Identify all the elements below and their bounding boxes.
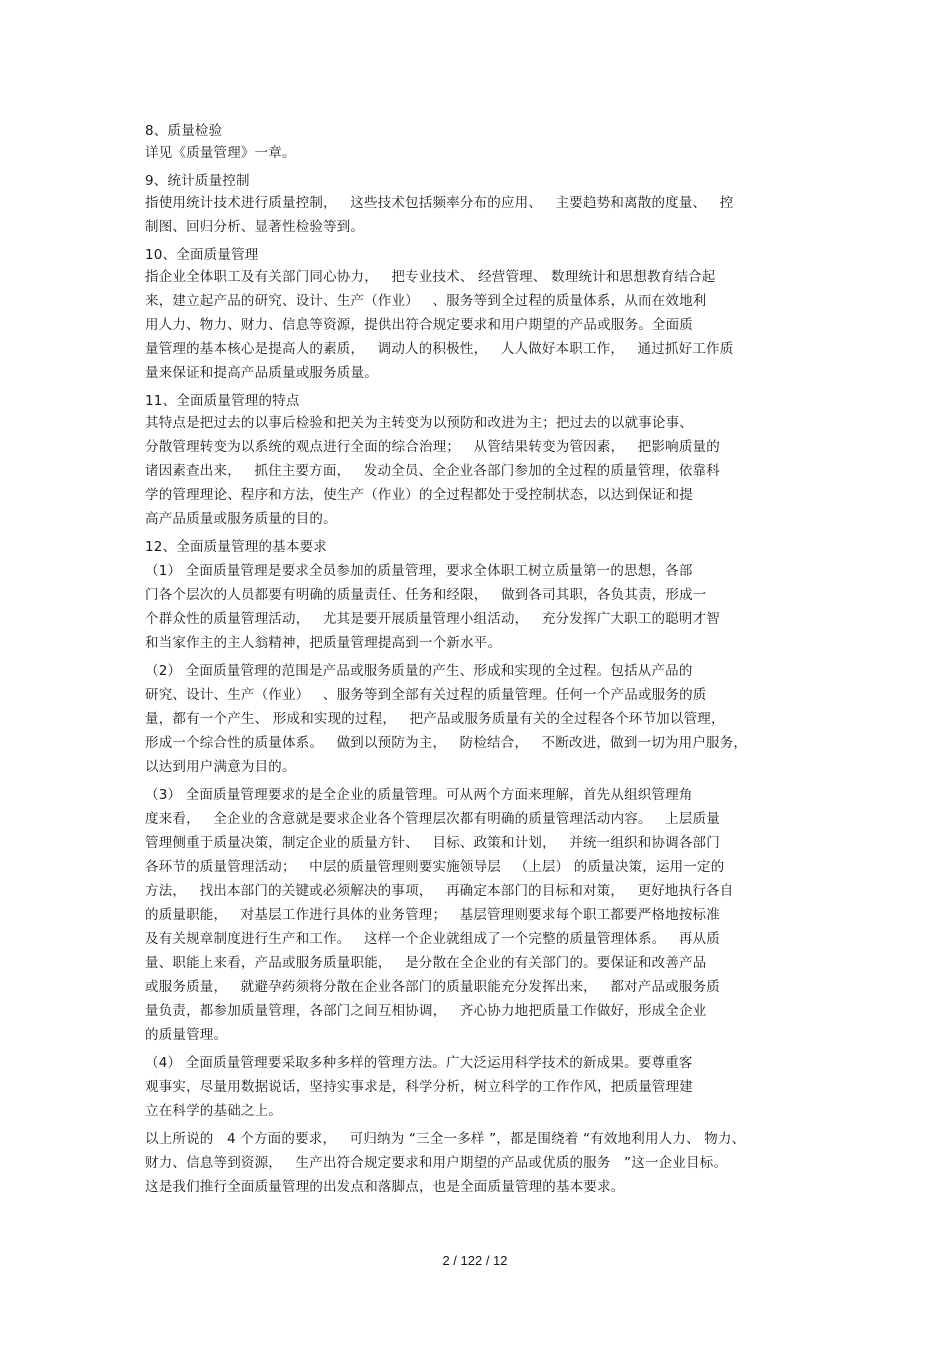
text-line: 立在科学的基础之上。: [145, 1103, 282, 1119]
text-line: 以达到用户满意为目的。: [145, 759, 296, 775]
text-line: 或服务质量， 就避孕药须将分散在企业各部门的质量职能充分发挥出来， 都对产品或服务质: [145, 979, 720, 995]
text-line: 以上所说的 4 个方面的要求， 可归纳为 “三全一多样 ”，都是围绕着 “有效地利用人力、 物力、: [145, 1131, 746, 1147]
text-line: （2） 全面质量管理的范围是产品或服务质量的产生、形成和实现的全过程。包括从产品的: [145, 663, 693, 679]
text-line: 来，建立起产品的研究、设计、生产（作业） 、服务等到全过程的质量体系，从而在效地利: [145, 293, 707, 309]
text-line: 和当家作主的主人翁精神，把质量管理提高到一个新水平。: [145, 635, 502, 651]
text-line: 制图、回归分析、显著性检验等到。: [145, 219, 365, 235]
text-line: 方法， 找出本部门的关键或必须解决的事项， 再确定本部门的目标和对策， 更好地执行各自: [145, 883, 734, 899]
text-line: 各环节的质量管理活动； 中层的质量管理则要实施领导层 （上层） 的质量决策，运用一定的: [145, 859, 725, 875]
text-line: 12、全面质量管理的基本要求: [145, 539, 327, 555]
text-line: 用人力、物力、财力、信息等资源，提供出符合规定要求和用户期望的产品或服务。全面质: [145, 317, 693, 333]
text-line: 8、质量检验: [145, 123, 223, 139]
text-line: 这是我们推行全面质量管理的出发点和落脚点，也是全面质量管理的基本要求。: [145, 1179, 625, 1195]
text-line: 及有关规章制度进行生产和工作。 这样一个企业就组成了一个完整的质量管理体系。 再从质: [145, 931, 720, 947]
text-line: 10、全面质量管理: [145, 247, 259, 263]
text-line: 量来保证和提高产品质量或服务质量。: [145, 365, 378, 381]
text-line: 9、统计质量控制: [145, 173, 250, 189]
text-line: 详见《质量管理》一章。: [145, 145, 296, 161]
text-line: 形成一个综合性的质量体系。 做到以预防为主， 防检结合， 不断改进，做到一切为用户服务，: [145, 735, 748, 751]
text-line: 量负责，都参加质量管理，各部门之间互相协调， 齐心协力地把质量工作做好，形成全企业: [145, 1003, 707, 1019]
text-line: 分散管理转变为以系统的观点进行全面的综合治理； 从管结果转变为管因素， 把影响质量的: [145, 439, 720, 455]
page-number: 2 / 122 / 12: [442, 1253, 508, 1268]
text-line: 量、职能上来看，产品或服务质量职能， 是分散在全企业的有关部门的。要保证和改善产品: [145, 955, 707, 971]
text-line: 指使用统计技术进行质量控制， 这些技术包括频率分布的应用、 主要趋势和离散的度量、 控: [145, 195, 734, 211]
text-line: 度来看， 全企业的含意就是要求企业各个管理层次都有明确的质量管理活动内容。 上层质量: [145, 811, 720, 827]
text-line: 11、全面质量管理的特点: [145, 393, 300, 409]
text-line: 研究、设计、生产（作业） 、服务等到全部有关过程的质量管理。任何一个产品或服务的质: [145, 687, 707, 703]
text-line: 门各个层次的人员都要有明确的质量责任、任务和经限， 做到各司其职，各负其责，形成一: [145, 587, 707, 603]
text-line: 量，都有一个产生、 形成和实现的过程， 把产品或服务质量有关的全过程各个环节加以管理，: [145, 711, 725, 727]
text-line: 指企业全体职工及有关部门同心协力， 把专业技术、 经营管理、 数理统计和思想教育结合起: [145, 269, 716, 285]
text-line: （1） 全面质量管理是要求全员参加的质量管理，要求全体职工树立质量第一的思想，各部: [145, 563, 693, 579]
text-line: 的质量职能， 对基层工作进行具体的业务管理； 基层管理则要求每个职工都要严格地按标准: [145, 907, 720, 923]
text-line: 的质量管理。: [145, 1027, 228, 1043]
text-line: 个群众性的质量管理活动， 尤其是要开展质量管理小组活动， 充分发挥广大职工的聪明才智: [145, 611, 720, 627]
text-line: 高产品质量或服务质量的目的。: [145, 511, 337, 527]
text-line: （4） 全面质量管理要采取多种多样的管理方法。广大泛运用科学技术的新成果。要尊重客: [145, 1055, 693, 1071]
text-line: 诸因素查出来， 抓住主要方面， 发动全员、全企业各部门参加的全过程的质量管理，依靠科: [145, 463, 720, 479]
text-line: 其特点是把过去的以事后检验和把关为主转变为以预防和改进为主；把过去的以就事论事、: [145, 415, 693, 431]
text-line: 财力、信息等到资源， 生产出符合规定要求和用户期望的产品或优质的服务 ”这一企业目标。: [145, 1155, 728, 1171]
text-line: 学的管理理论、程序和方法，使生产（作业）的全过程都处于受控制状态，以达到保证和提: [145, 487, 693, 503]
text-line: 观事实，尽量用数据说话，坚持实事求是，科学分析，树立科学的工作作风，把质量管理建: [145, 1079, 693, 1095]
text-line: （3） 全面质量管理要求的是全企业的质量管理。可从两个方面来理解，首先从组织管理角: [145, 787, 693, 803]
text-line: 量管理的基本核心是提高人的素质， 调动人的积极性， 人人做好本职工作， 通过抓好工作质: [145, 341, 734, 357]
text-line: 管理侧重于质量决策，制定企业的质量方针、 目标、政策和计划， 并统一组织和协调各部门: [145, 835, 720, 851]
